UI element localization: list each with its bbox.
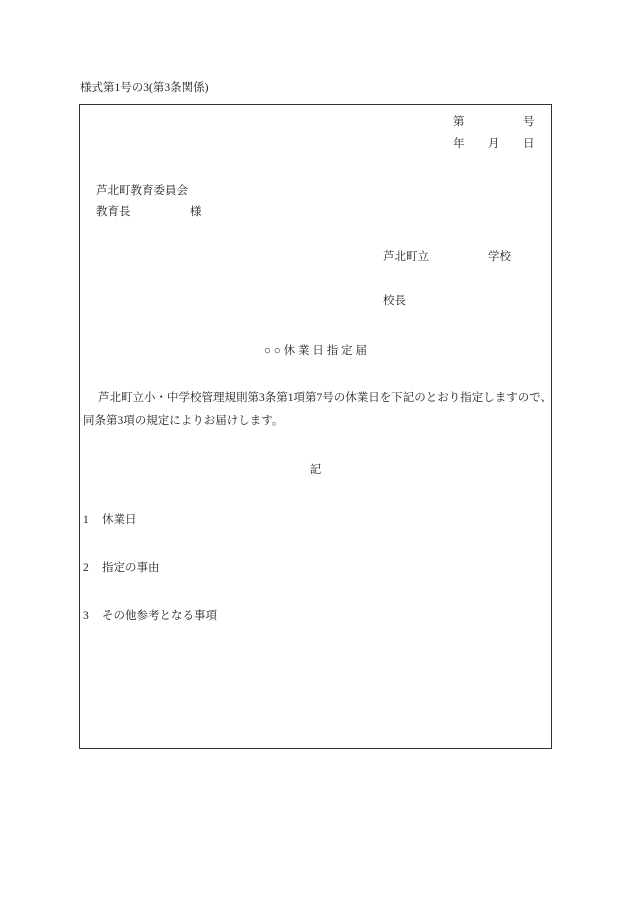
body-line-2: 同条第3項の規定によりお届けします。 (83, 415, 284, 427)
date-month-label: 月 (488, 138, 500, 150)
body-line-1: 芦北町立小・中学校管理規則第3条第1項第7号の休業日を下記のとおり指定しますので、 (98, 392, 553, 404)
item-number: 1 (83, 514, 89, 526)
addressee-honorific: 様 (190, 206, 202, 218)
item-number: 2 (83, 562, 89, 574)
ki-heading: 記 (309, 464, 322, 476)
date-year-label: 年 (453, 138, 465, 150)
addressee-org: 芦北町教育委員会 (96, 185, 188, 197)
document-title: ○ ○ 休 業 日 指 定 届 (263, 345, 368, 357)
date-day-label: 日 (523, 138, 535, 150)
sender-school-suffix: 学校 (488, 251, 511, 263)
item-label: その他参考となる事項 (102, 610, 217, 622)
item-label: 休業日 (102, 514, 137, 526)
addressee-title: 教育長 (96, 206, 131, 218)
item-label: 指定の事由 (102, 562, 160, 574)
form-label: 様式第1号の3(第3条関係) (80, 82, 209, 94)
sender-school-prefix: 芦北町立 (383, 251, 429, 263)
item-number: 3 (83, 610, 89, 622)
doc-number-go: 号 (523, 116, 535, 128)
sender-principal: 校長 (383, 295, 406, 307)
doc-number-dai: 第 (453, 116, 465, 128)
